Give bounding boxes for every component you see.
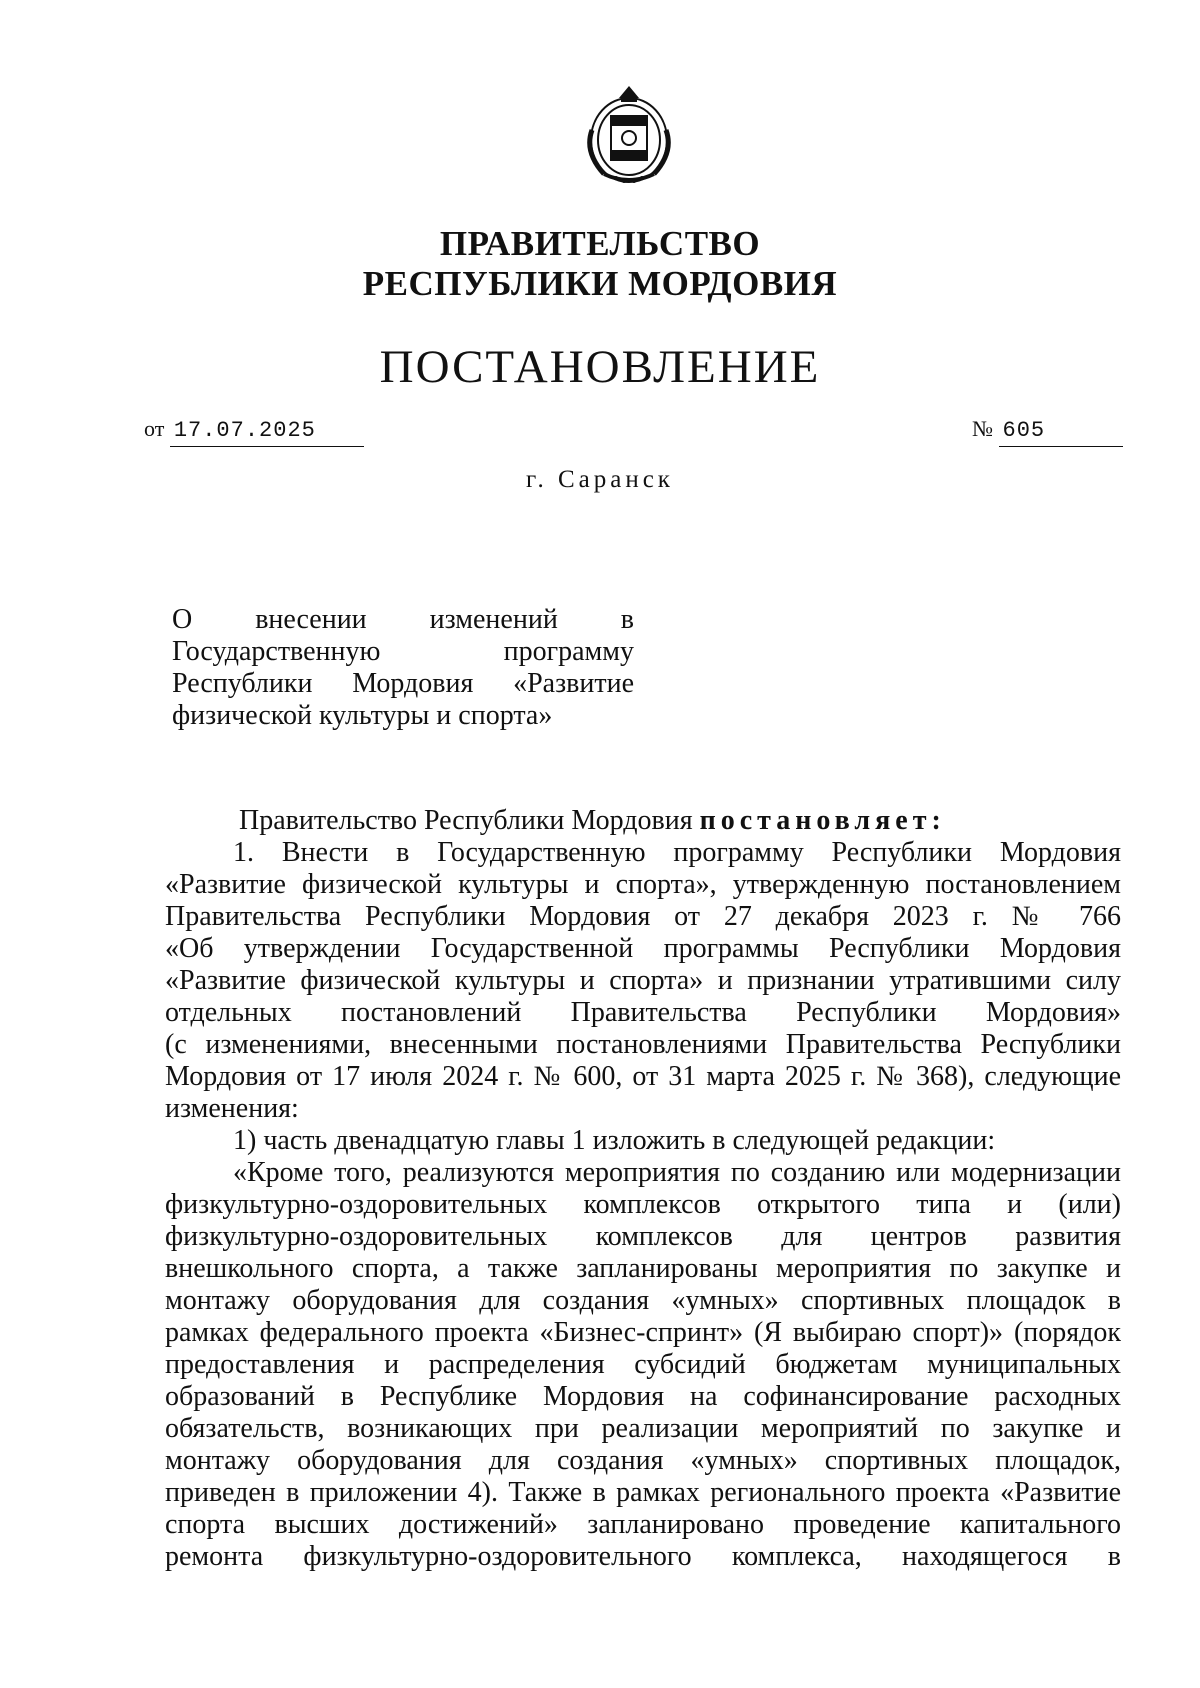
body-line: физкультурно-оздоровительных комплексов для центров развития (165, 1221, 1121, 1252)
preamble-verb: постановляет: (699, 805, 946, 836)
preamble-line (165, 805, 1121, 837)
body-line: образований в Республике Мордовия на софинансирование расходных (165, 1381, 1121, 1412)
body-line: монтажу оборудования для создания «умных» спортивных площадок, (165, 1445, 1121, 1476)
subject-line: О внесении изменений в (172, 604, 634, 635)
document-subject (172, 604, 634, 732)
body-line: приведен в приложении 4). Также в рамках регионального проекта «Развитие (165, 1477, 1121, 1508)
preamble-text: Правительство Республики Мордовия (239, 805, 693, 836)
body-line: отдельных постановлений Правительства Республики Мордовия» (165, 997, 1121, 1028)
body-line: «Развитие физической культуры и спорта», утвержденную постановлением (165, 869, 1121, 900)
body-line: спорта высших достижений» запланировано проведение капитального (165, 1509, 1121, 1540)
body-line: внешкольного спорта, а также запланированы мероприятия по закупке и (165, 1253, 1121, 1284)
body-line: ремонта физкультурно-оздоровительного комплекса, находящегося в (165, 1541, 1121, 1572)
document-date (144, 414, 364, 447)
document-number (972, 414, 1123, 447)
body-line: обязательств, возникающих при реализации мероприятий по закупке и (165, 1413, 1121, 1444)
body-line: 1. Внести в Государственную программу Республики Мордовия (233, 837, 1121, 868)
coat-of-arms-icon (574, 82, 684, 192)
number-prefix: № (972, 416, 993, 441)
body-line: изменения: (165, 1093, 299, 1124)
body-line: физкультурно-оздоровительных комплексов открытого типа и (или) (165, 1189, 1121, 1220)
body-line: «Об утверждении Государственной программы Республики Мордовия (165, 933, 1121, 964)
body-line: рамках федерального проекта «Бизнес-спринт» (Я выбираю спорт)» (порядок (165, 1317, 1121, 1348)
body-line: 1) часть двенадцатую главы 1 изложить в следующей редакции: (233, 1125, 996, 1156)
body-line: Мордовия от 17 июля 2024 г. № 600, от 31 марта 2025 г. № 368), следующие (165, 1061, 1121, 1092)
document-body (165, 805, 1121, 1573)
subject-line: Республики Мордовия «Развитие (172, 668, 634, 699)
body-line: (с изменениями, внесенными постановлениями Правительства Республики (165, 1029, 1121, 1060)
body-line: «Развитие физической культуры и спорта» и признании утратившими силу (165, 965, 1121, 996)
number-value: 605 (999, 416, 1123, 447)
organization-name-line2: РЕСПУБЛИКИ МОРДОВИЯ (362, 264, 838, 303)
body-line: Правительства Республики Мордовия от 27 декабря 2023 г. № 766 (165, 901, 1121, 932)
organization-name-line1: ПРАВИТЕЛЬСТВО (439, 224, 761, 263)
city-name: г. Саранск (526, 466, 674, 493)
date-prefix: от (144, 416, 165, 441)
subject-line: Государственную программу (172, 636, 634, 667)
document-type-title: ПОСТАНОВЛЕНИЕ (379, 341, 821, 393)
body-line: предоставления и распределения субсидий бюджетам муниципальных (165, 1349, 1121, 1380)
subject-line: физической культуры и спорта» (172, 700, 553, 731)
body-line: «Кроме того, реализуются мероприятия по созданию или модернизации (233, 1157, 1121, 1188)
body-line: монтажу оборудования для создания «умных» спортивных площадок в (165, 1285, 1121, 1316)
date-value: 17.07.2025 (170, 416, 364, 447)
